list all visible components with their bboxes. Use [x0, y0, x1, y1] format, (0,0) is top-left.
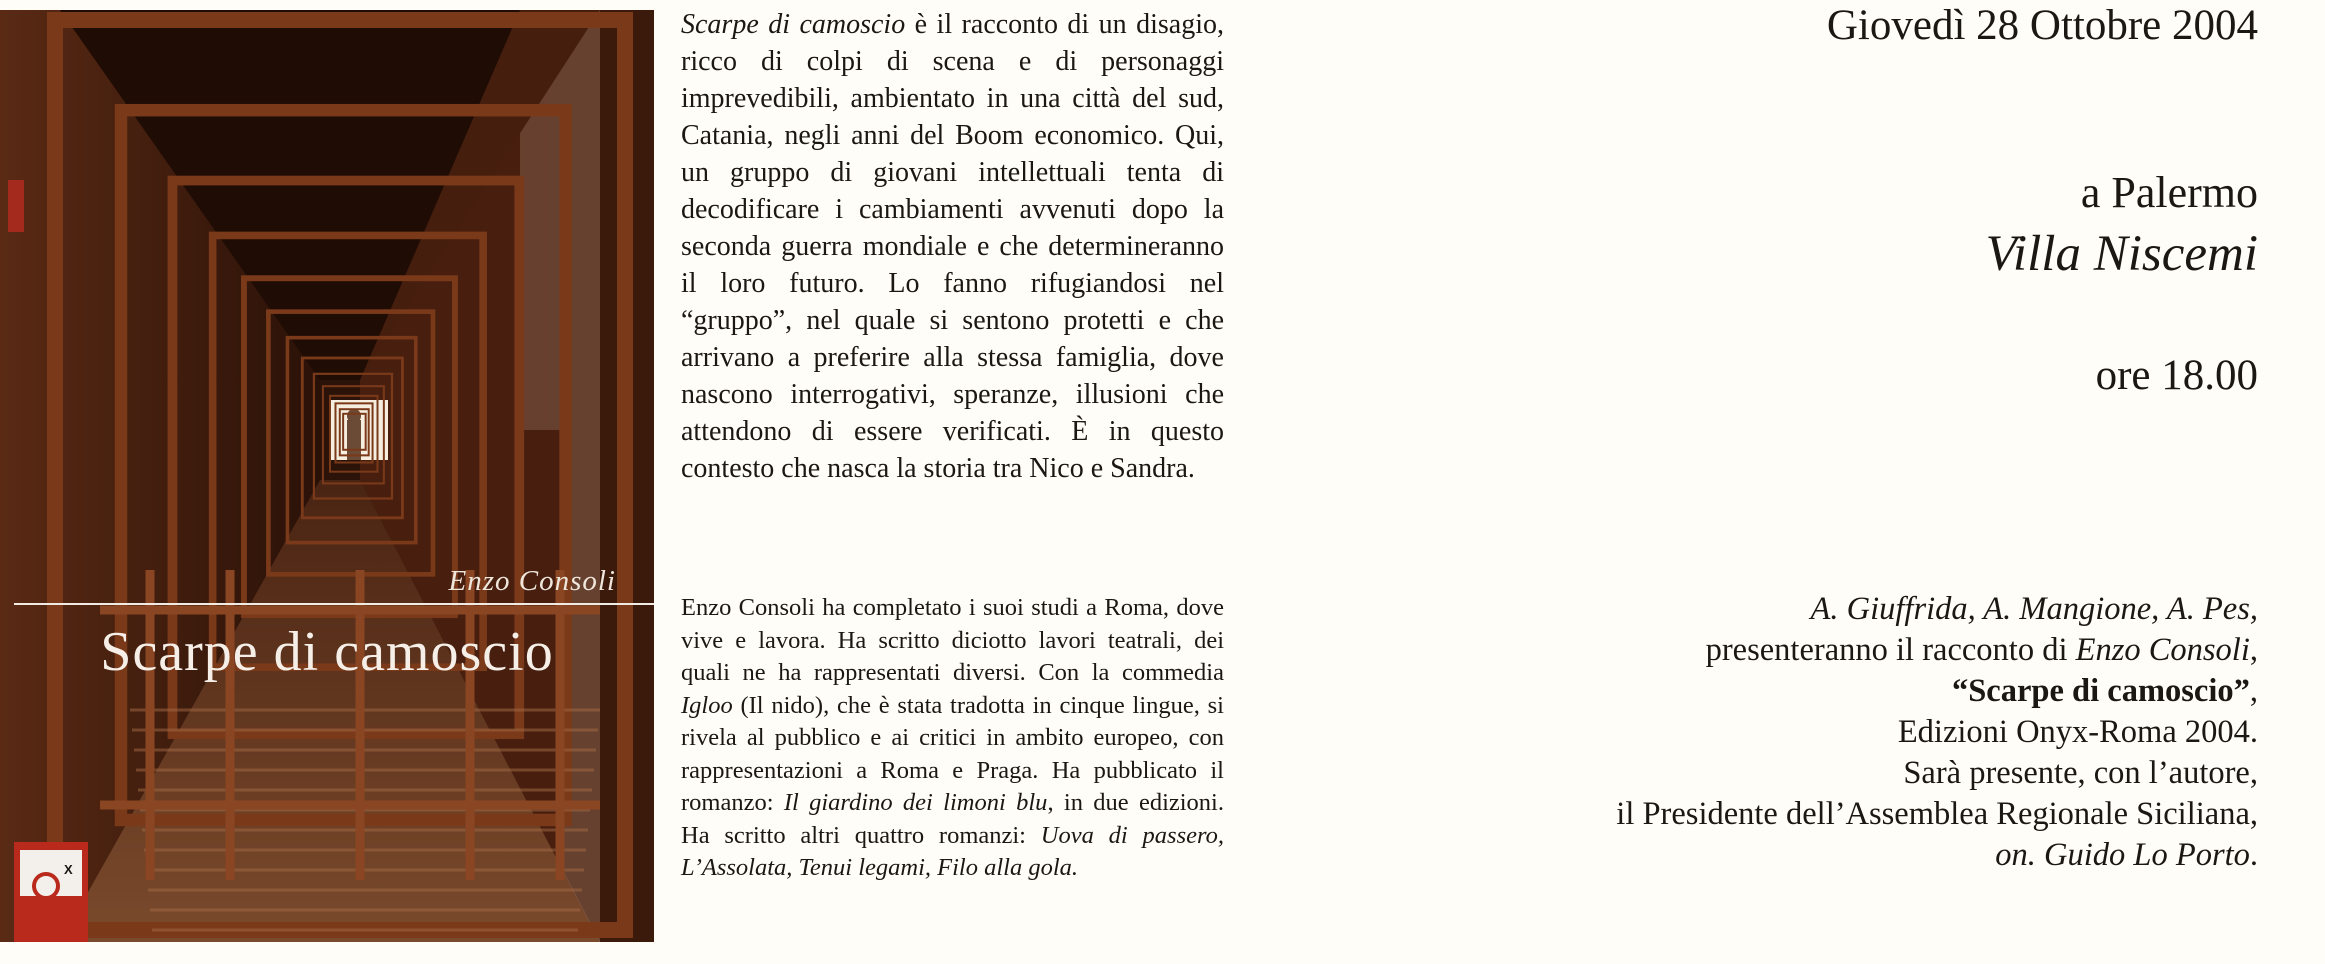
- publisher-logo: [14, 842, 88, 942]
- event-venue: Villa Niscemi: [1985, 226, 2258, 282]
- book-title-line: [1258, 671, 2258, 712]
- attendance-line: Sarà presente, con l’autore,: [1903, 755, 2258, 791]
- book-title: “Scarpe di camoscio”: [1951, 673, 2250, 709]
- publisher-logo-box: [20, 850, 82, 896]
- publisher-logo-letters: X: [64, 862, 73, 877]
- bio-giardino: Il giardino dei limoni blu: [783, 789, 1048, 816]
- bio-igloo: Igloo: [681, 691, 733, 719]
- publisher-logo-circle: [32, 872, 60, 900]
- cover-rule: [14, 603, 654, 605]
- edition-line: Edizioni Onyx-Roma 2004.: [1897, 714, 2258, 750]
- honorary-suffix: .: [2249, 837, 2258, 873]
- presentation-suffix: ,: [2249, 632, 2258, 668]
- president-line: il Presidente dell’Assemblea Regionale Siciliana,: [1616, 796, 2258, 832]
- event-date: Giovedì 28 Ottobre 2004: [1826, 2, 2258, 49]
- cover-photo: [0, 10, 654, 942]
- synopsis-title: Scarpe di camoscio: [681, 9, 906, 40]
- presenters-block: [1258, 589, 2258, 876]
- presenter-names: A. Giuffrida, A. Mangione, A. Pes,: [1810, 591, 2258, 627]
- presentation-prefix: presenteranno il racconto di: [1705, 632, 2076, 668]
- honorary-line: [1258, 835, 2258, 876]
- cover-title: Scarpe di camoscio: [100, 621, 554, 683]
- event-time: ore 18.00: [2095, 352, 2258, 399]
- author-bio: [681, 592, 1224, 885]
- presentation-line: [1258, 630, 2258, 671]
- bio-text-1: Enzo Consoli ha completato i suoi studi a Roma, dove vive e lavora. Ha scritto diciotto lavori teatrali, dei quali ne ha rappresentati diversi. Con la commedia: [681, 594, 1224, 686]
- cover-author: Enzo Consoli: [448, 565, 616, 597]
- book-cover: [0, 10, 654, 942]
- book-title-suffix: ,: [2249, 673, 2258, 709]
- synopsis-text: è il racconto di un disagio, ricco di colpi di scena e di personaggi imprevedibili, ambientato in una città del sud, Catania, negli anni del Boom economico. Qui, un gruppo di giovani intellettuali tenta di decodificare i cambiamenti avvenuti dopo la seconda guerra mondiale e che determineranno il loro futuro. Lo fanno rifugiandosi nel “gruppo”, nel quale si sentono protetti e che arrivano a preferire alla stessa famiglia, dove nascono interrogativi, speranze, illusioni che attendono di essere verificati. È in questo contesto che nasca la storia tra Nico e Sandra.: [681, 9, 1224, 484]
- spine-mark: [8, 180, 24, 232]
- bio-text-3: , in due edizioni. Ha scritto altri quattro romanzi:: [681, 789, 1224, 849]
- bio-novels: Uova di passero, L’Assolata, Tenui legami, Filo alla gola.: [681, 821, 1224, 881]
- event-city: a Palermo: [2080, 168, 2258, 217]
- honorary-name: on. Guido Lo Porto: [1995, 837, 2250, 873]
- presentation-author: Enzo Consoli: [2075, 632, 2250, 668]
- bio-text-2: (Il nido), che è stata tradotta in cinque lingue, si rivela al pubblico e ai critici in ambito europeo, con rappresentazioni a Roma e Praga. Ha pubblicato il romanzo:: [681, 691, 1224, 816]
- synopsis-paragraph: [681, 6, 1224, 487]
